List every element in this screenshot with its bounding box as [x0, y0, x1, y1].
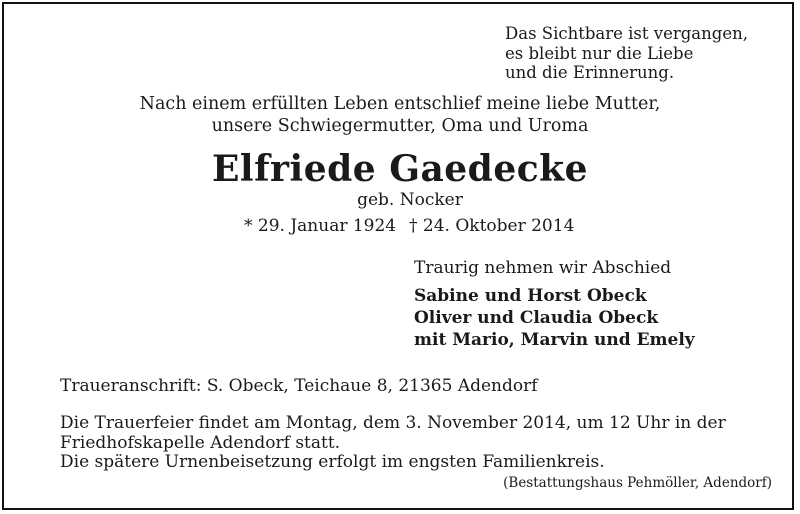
mourners-intro: Traurig nehmen wir Abschied [414, 258, 672, 278]
birth-date: * 29. Januar 1924 [244, 216, 397, 236]
mourner-line: mit Mario, Marvin und Emely [414, 330, 695, 350]
funeral-home: (Bestattungshaus Pehmöller, Adendorf) [503, 475, 772, 491]
intro-text [0, 93, 800, 137]
mourner-line: Oliver und Claudia Obeck [414, 308, 659, 328]
birth-name: geb. Nocker [357, 190, 463, 210]
ceremony-line: Die spätere Urnenbeisetzung erfolgt im engsten Familienkreis. [60, 452, 605, 472]
intro-line: unsere Schwiegermutter, Oma und Uroma [211, 116, 589, 136]
ceremony-line: Die Trauerfeier findet am Montag, dem 3. November 2014, um 12 Uhr in der [60, 413, 726, 433]
mourning-address: Traueranschrift: S. Obeck, Teichaue 8, 21365 Adendorf [60, 376, 538, 396]
ceremony-line: Friedhofskapelle Adendorf statt. [60, 432, 341, 453]
intro-line: Nach einem erfüllten Leben entschlief meine liebe Mutter, [139, 94, 661, 114]
death-date: † 24. Oktober 2014 [409, 216, 575, 236]
memorial-quote [505, 24, 748, 83]
quote-line: Das Sichtbare ist vergangen, [505, 24, 748, 43]
deceased-name: Elfriede Gaedecke [211, 148, 589, 190]
mourner-line: Sabine und Horst Obeck [414, 286, 647, 306]
quote-line: und die Erinnerung. [505, 63, 675, 82]
quote-line: es bleibt nur die Liebe [505, 43, 694, 63]
ceremony-info [60, 414, 726, 473]
mourners-list [414, 285, 695, 351]
